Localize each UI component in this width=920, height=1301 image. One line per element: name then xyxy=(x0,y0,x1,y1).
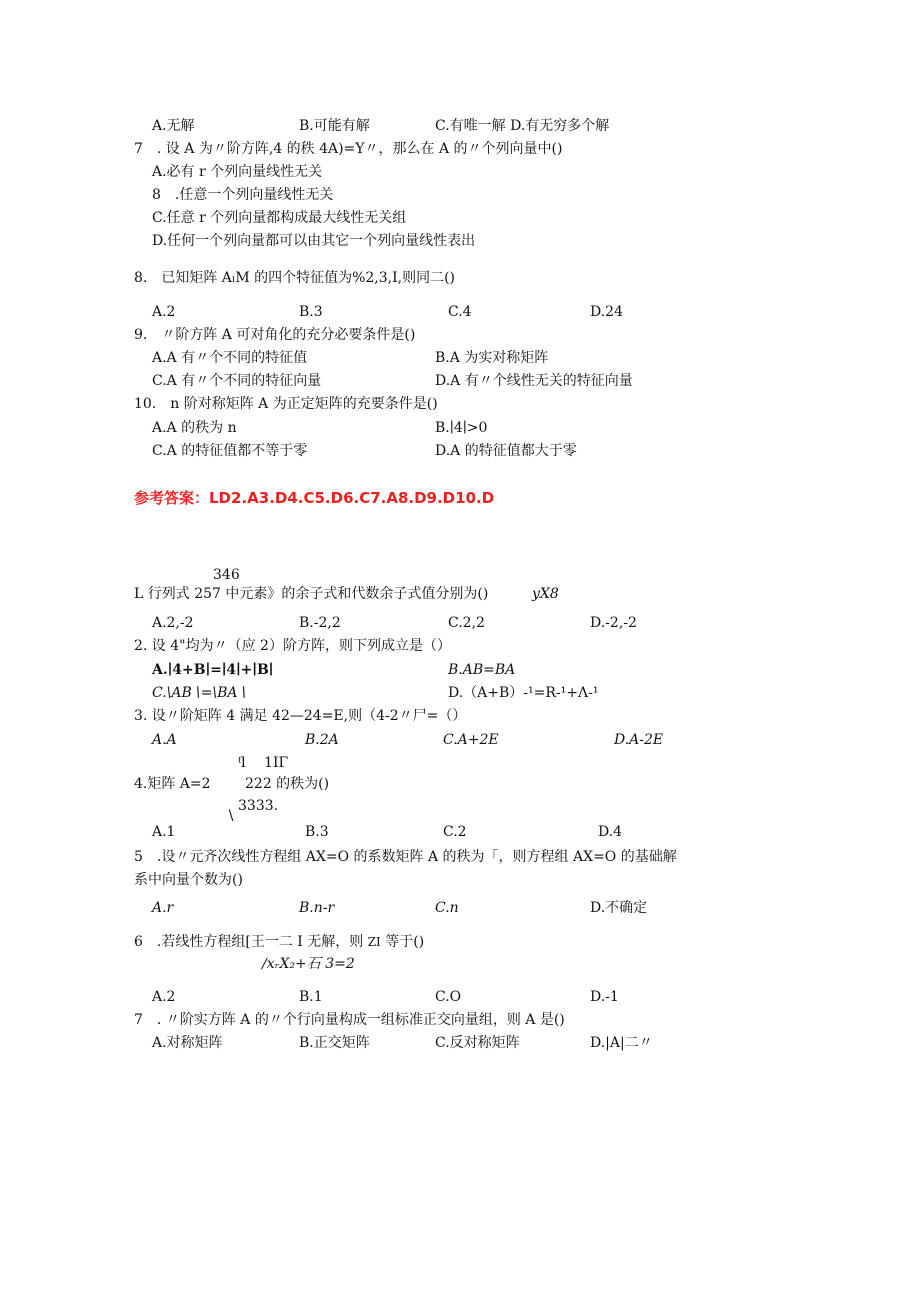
answer-key: 参考答案：LD2.A3.D4.C5.D6.C7.A8.D9.D10.D xyxy=(134,489,495,507)
q5-option-c: C.n xyxy=(435,900,459,916)
q3-option-b: B.2A xyxy=(305,732,339,748)
q7b-option-b: B.正交矩阵 xyxy=(299,1035,370,1051)
q4-option-c: C.2 xyxy=(443,824,467,840)
q6-option-b: B.1 xyxy=(299,989,323,1005)
q10-option-b: B.∣4∣>0 xyxy=(435,420,488,436)
q1-option-c: C.2,2 xyxy=(448,615,485,631)
q10-option-d: D.A 的特征值都大于零 xyxy=(435,443,577,459)
q9-stem: 9. 〃阶方阵 A 可对角化的充分必要条件是() xyxy=(134,327,416,343)
q4-stem: 4.矩阵 A=2 xyxy=(134,776,211,792)
q3-option-c: C.A+2E xyxy=(443,732,499,748)
q10-stem: 10. n 阶对称矩阵 A 为正定矩阵的充要条件是() xyxy=(134,396,438,412)
q4-option-b: B.3 xyxy=(305,824,329,840)
q1-option-b: B.-2,2 xyxy=(299,615,341,631)
q1-option-d: D.-2,-2 xyxy=(590,615,637,631)
q4-matrix-row-2: 222 的秩为() xyxy=(245,776,330,792)
q6-option-c: C.有唯一解 D.有无穷多个解 xyxy=(435,118,610,134)
q10-option-c: C.A 的特征值都不等于零 xyxy=(152,443,308,459)
q6-equation-row-2: ∕xᵣX₂+石 3=2 xyxy=(262,956,355,972)
q7-option-c: C.任意 r 个列向量都构成最大线性无关组 xyxy=(152,210,407,226)
q3-option-a: A.A xyxy=(152,732,177,748)
q6-stem-subscript: ZI xyxy=(367,935,381,949)
q1-matrix-top-row: 346 xyxy=(213,567,240,583)
q5-stem-continued: 系中向量个数为() xyxy=(134,872,243,888)
q6-option-c: C.O xyxy=(435,989,462,1005)
q7b-option-d: D.|A|二〃 xyxy=(590,1035,653,1051)
q1-option-a: A.2,-2 xyxy=(152,615,194,631)
q9-option-c: C.A 有〃个不同的特征向量 xyxy=(152,373,322,389)
q9-option-b: B.A 为实对称矩阵 xyxy=(435,350,549,366)
q5-stem: 5 .设〃元齐次线性方程组 AX=O 的系数矩阵 A 的秩为「，则方程组 AX=O 的基础解 xyxy=(134,849,677,865)
q6-stem-end: 等于() xyxy=(385,934,425,950)
q2-option-c: C.\AB∖=\BA∖ xyxy=(152,685,247,701)
q2-option-d: D.（A+B）-¹=R-¹+Λ-¹ xyxy=(448,685,599,701)
q8-option-b: B.3 xyxy=(299,304,323,320)
q9-option-a: A.A 有〃个不同的特征值 xyxy=(152,350,308,366)
q2-option-b: B.AB=BA xyxy=(448,662,516,678)
q2-option-a: A.∣4+B∣=∣4∣+∣B∣ xyxy=(152,662,274,678)
q6-option-b: B.可能有解 xyxy=(299,118,370,134)
q4-option-d: D.4 xyxy=(598,824,623,840)
q7b-option-c: C.反对称矩阵 xyxy=(435,1035,520,1051)
q9-option-d: D.A 有〃个线性无关的特征向量 xyxy=(435,373,633,389)
q6-stem-text: 6 .若线性方程组[王一二 I 无解，则 xyxy=(134,934,364,950)
q8-stem: 8. 已知矩阵 AₗM 的四个特征值为%2,3,I,则同二() xyxy=(134,270,456,286)
q7-option-d: D.任何一个列向量都可以由其它一个列向量线性表出 xyxy=(152,233,476,249)
q6-option-a: A.无解 xyxy=(152,118,195,134)
q7b-stem: 7 . 〃阶实方阵 A 的〃个行向量构成一组标准正交向量组，则 A 是() xyxy=(134,1012,565,1028)
q5-option-a: A.r xyxy=(152,900,174,916)
q10-option-a: A.A 的秩为 n xyxy=(152,420,237,436)
q7-option-b: 8 .任意一个列向量线性无关 xyxy=(152,187,334,203)
q1-stem-tail: yX8 xyxy=(532,586,559,602)
q4-matrix-bracket: ∖ xyxy=(226,808,235,824)
q7b-option-a: A.对称矩阵 xyxy=(152,1035,223,1051)
q7-stem: 7 . 设 A 为〃阶方阵,4 的秩 4A)=Y〃，那么在 A 的〃个列向量中() xyxy=(134,141,563,157)
q4-option-a: A.1 xyxy=(152,824,176,840)
q8-option-a: A.2 xyxy=(152,304,176,320)
q4-matrix-row-1: ᶠl 1IΓ xyxy=(238,755,289,771)
q8-option-d: D.24 xyxy=(590,304,623,320)
q6-stem xyxy=(134,933,424,951)
q3-option-d: D.A-2E xyxy=(614,732,664,748)
q1-stem: L 行列式 257 中元素》的余子式和代数余子式值分别为() xyxy=(134,586,489,602)
q4-matrix-row-3: 3333. xyxy=(238,798,279,814)
q2-stem: 2. 设 4"均为〃（应 2）阶方阵，则下列成立是（） xyxy=(134,638,451,654)
q3-stem: 3. 设〃阶矩阵 4 满足 42—24=E,则（4-2〃尸=（） xyxy=(134,708,467,724)
q5-option-b: B.n-r xyxy=(299,900,335,916)
q7-option-a: A.必有 r 个列向量线性无关 xyxy=(152,164,323,180)
q8-option-c: C.4 xyxy=(448,304,472,320)
q6-option-a: A.2 xyxy=(152,989,176,1005)
q5-option-d: D.不确定 xyxy=(590,900,648,916)
q6-option-d: D.-1 xyxy=(590,989,619,1005)
